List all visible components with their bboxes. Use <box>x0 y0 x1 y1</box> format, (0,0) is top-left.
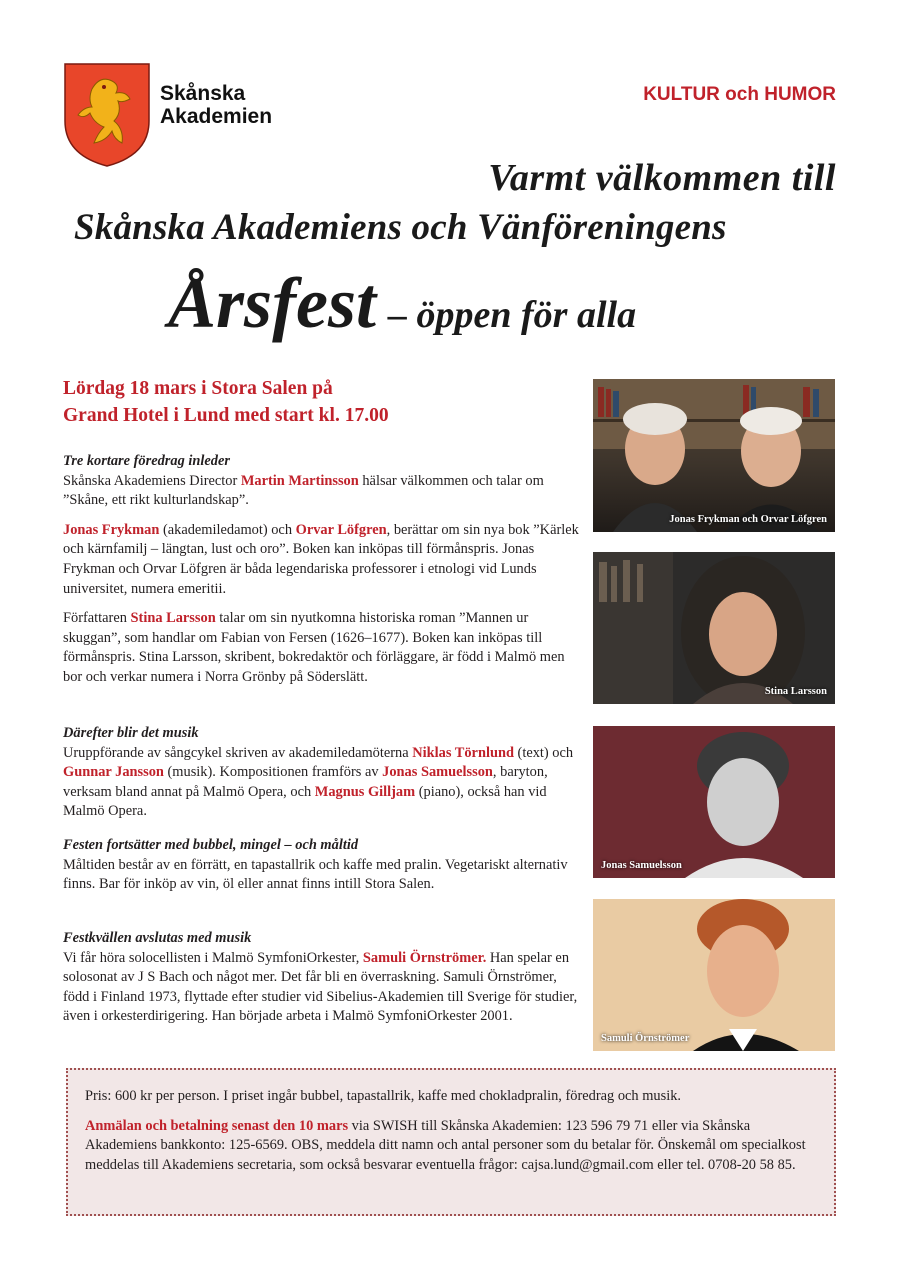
paragraph <box>63 521 583 599</box>
photo-frykman-lofgren <box>593 379 835 532</box>
speaker-name: Stina Larsson <box>130 610 216 627</box>
text: talar om sin nyutkomna historiska roman ”Mannen ur skuggan”, som handlar om Fabian von Fersen (1626–1677). Boken kan inköpas till förmånspris. Stina Larsson, skribent, bokredaktör och förläggare, är född i Malmö men bor och verkar numera i Norra Grönby på Söderslätt. <box>63 610 565 685</box>
paragraph <box>63 472 583 511</box>
section-heading: Tre kortare föredrag inleder <box>63 453 230 469</box>
title-line1: Varmt välkommen till <box>488 157 836 199</box>
text: (text) och <box>513 744 574 761</box>
speaker-name: Orvar Löfgren <box>295 521 387 538</box>
text: (piano), också han vid Malmö Opera. <box>63 783 547 820</box>
person-name: Magnus Gilljam <box>314 783 416 800</box>
text: Uruppförande av sångcykel skriven av akademiledamöterna <box>63 744 413 761</box>
text: , baryton, verksam bland annat på Malmö Opera, och <box>63 764 548 800</box>
section-finale <box>63 929 583 1027</box>
title-big: Årsfest <box>168 263 377 343</box>
photo-caption: Jonas Frykman och Orvar Löfgren <box>669 514 827 525</box>
org-name <box>160 82 272 128</box>
photo-caption: Jonas Samuelsson <box>601 860 682 871</box>
person-name: Niklas Törnlund <box>412 744 514 761</box>
org-name-line1: Skånska <box>160 82 246 105</box>
photo-illustration <box>593 552 835 704</box>
event-date-line2: Grand Hotel i Lund med start kl. 17.00 <box>63 405 389 426</box>
category-label: KULTUR och HUMOR <box>643 84 836 105</box>
section-heading: Därefter blir det musik <box>63 725 199 741</box>
person-name: Samuli Örnströmer. <box>362 949 487 966</box>
text: Författaren <box>63 610 131 627</box>
section-dinner <box>63 836 583 895</box>
title-line2: Skånska Akademiens och Vänföreningens <box>74 207 727 248</box>
price-info-box <box>66 1068 836 1216</box>
coat-of-arms-logo <box>64 63 150 167</box>
section-heading: Festen fortsätter med bubbel, mingel – och måltid <box>63 837 359 853</box>
person-name: Jonas Samuelsson <box>382 764 493 781</box>
text: hälsar välkommen och talar om ”Skåne, ett rikt kulturlandskap”. <box>63 472 544 509</box>
registration-deadline: Anmälan och betalning senast den 10 mars <box>85 1117 349 1134</box>
photo-stina-larsson <box>593 552 835 704</box>
title-rest: – öppen för alla <box>388 294 637 336</box>
section-lectures <box>63 452 583 688</box>
section-music <box>63 724 583 822</box>
text: , berättar om sin nya bok ”Kärlek och kärnfamilj – längtan, lust och oro”. Boken kan inköpas till förmånspris. Jonas Frykman och Orvar Löfgren är båda legendariska professorer i etnologi vid Lunds universitet, numera emeritii. <box>63 521 579 597</box>
registration-details: via SWISH till Skånska Akademien: 123 596 79 71 eller via Skånska Akademiens bankkonto: 125-6569. OBS, meddela ditt namn och antal personer som du betalar för. Önskemål om specialkost meddelas till Akademiens secretaria, som också besvarar eventuella frågor: cajsa.lund@gmail.com eller tel. 0708-20 58 85. <box>85 1117 806 1173</box>
text: Han spelar en solosonat av J S Bach och något mer. Det får bli en överraskning. Samuli Örnströmer, född i Finland 1973, flyttade efter studier vid Sibelius-Akademien till Sverige för studier, även i orkesterdirigering. Han började arbeta i Malmö SymfoniOrkester 2001. <box>63 949 578 1025</box>
photo-illustration <box>593 726 835 878</box>
speaker-name: Martin Martinsson <box>240 472 359 489</box>
registration-info <box>85 1117 817 1176</box>
text: Skånska Akademiens Director <box>63 472 241 489</box>
speaker-name: Jonas Frykman <box>63 521 160 538</box>
photo-caption: Stina Larsson <box>764 686 827 697</box>
photo-caption: Samuli Örnströmer <box>601 1033 690 1044</box>
photo-illustration <box>593 899 835 1051</box>
paragraph <box>63 609 583 687</box>
paragraph: Måltiden består av en förrätt, en tapastallrik och kaffe med pralin. Vegetariskt alternativ finns. Bar för inköp av vin, öl eller annat finns intill Stora Salen. <box>63 856 568 893</box>
text: Vi får höra solocellisten i Malmö SymfoniOrkester, <box>63 949 363 966</box>
person-name: Gunnar Jansson <box>63 764 164 781</box>
price-line: Pris: 600 kr per person. I priset ingår bubbel, tapastallrik, kaffe med chokladpralin, föredrag och musik. <box>85 1088 681 1104</box>
text: (akademiledamot) och <box>159 521 296 538</box>
paragraph <box>63 744 583 822</box>
org-name-line2: Akademien <box>160 105 273 128</box>
photo-jonas-samuelsson <box>593 726 835 878</box>
event-date <box>63 375 389 429</box>
paragraph <box>63 949 583 1027</box>
text: (musik). Kompositionen framförs av <box>163 764 383 781</box>
title-line3 <box>168 262 636 345</box>
section-heading: Festkvällen avslutas med musik <box>63 930 252 946</box>
photo-samuli-ornstromer <box>593 899 835 1051</box>
photo-illustration <box>593 379 835 532</box>
event-date-line1: Lördag 18 mars i Stora Salen på <box>63 378 333 399</box>
